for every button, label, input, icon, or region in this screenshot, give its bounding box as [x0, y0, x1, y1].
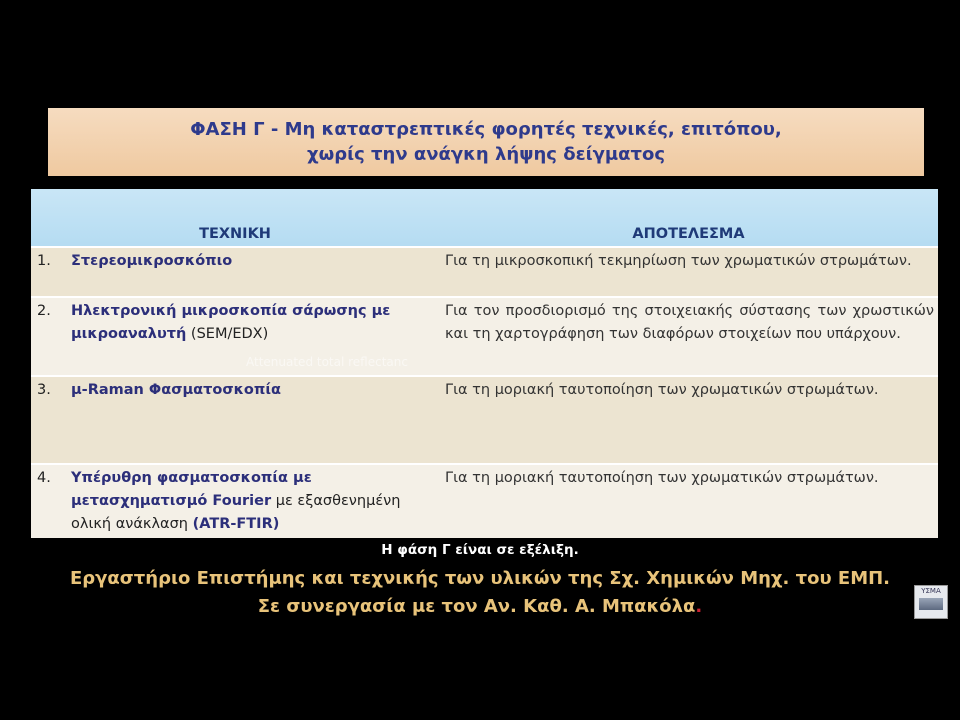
slide-title — [48, 108, 924, 176]
footer-line-2 — [0, 596, 960, 617]
table-row — [31, 464, 938, 538]
row-number: 2. — [31, 297, 65, 376]
technique-detail: (SEM/EDX) — [186, 326, 269, 342]
technique-acronym: (ATR-FTIR) — [192, 516, 280, 532]
title-line-2: χωρίς την ανάγκη λήψης δείγματος — [306, 144, 666, 165]
institution-logo-icon — [914, 585, 948, 619]
table-row — [31, 247, 938, 297]
watermark-text: Attenuated total reflectanc — [246, 355, 408, 369]
title-line-1: ΦΑΣΗ Γ - Μη καταστρεπτικές φορητές τεχνικές, επιτόπου, — [190, 119, 782, 140]
header-result: ΑΠΟΤΕΛΕΣΜΑ — [439, 189, 938, 247]
row-number: 1. — [31, 247, 65, 297]
row-result: Για τη μοριακή ταυτοποίηση των χρωματικών στρωμάτων. — [439, 464, 938, 538]
row-result: Για τη μοριακή ταυτοποίηση των χρωματικών στρωμάτων. — [439, 376, 938, 464]
footer-line-2-text: Σε συνεργασία με τον Αν. Καθ. Α. Μπακόλα — [257, 596, 696, 617]
table-row — [31, 297, 938, 376]
row-technique — [65, 247, 439, 297]
technique-name: Υπέρυθρη φασματοσκοπία με μετασχηματισμό Fourier — [71, 470, 312, 509]
technique-name: μ-Raman Φασματοσκοπία — [71, 382, 281, 398]
row-number: 3. — [31, 376, 65, 464]
logo-text: ΥΣΜΑ — [921, 587, 941, 595]
logo-graphic — [919, 598, 943, 610]
status-text: Η φάση Γ είναι σε εξέλιξη. — [381, 542, 579, 558]
row-number: 4. — [31, 464, 65, 538]
header-technique: ΤΕΧΝΙΚΗ — [31, 189, 439, 247]
footer-period: . — [695, 596, 703, 617]
technique-name: Στερεομικροσκόπιο — [71, 253, 233, 269]
table-row — [31, 376, 938, 464]
row-result: Για τον προσδιορισμό της στοιχειακής σύστασης των χρωστικών και τη χαρτογράφηση των διαφόρων στοιχείων που υπάρχουν. — [439, 297, 938, 376]
row-technique — [65, 464, 439, 538]
row-technique — [65, 376, 439, 464]
technique-name: Ηλεκτρονική μικροσκοπία σάρωσης με μικροαναλυτή — [71, 303, 391, 342]
technique-detail: με εξασθενημένη ολική ανάκλαση — [71, 493, 401, 532]
footer-line-1: Εργαστήριο Επιστήμης και τεχνικής των υλικών της Σχ. Χημικών Μηχ. του ΕΜΠ. — [69, 568, 891, 589]
techniques-table — [31, 189, 938, 538]
table-header-row — [31, 189, 938, 247]
row-result: Για τη μικροσκοπική τεκμηρίωση των χρωματικών στρωμάτων. — [439, 247, 938, 297]
